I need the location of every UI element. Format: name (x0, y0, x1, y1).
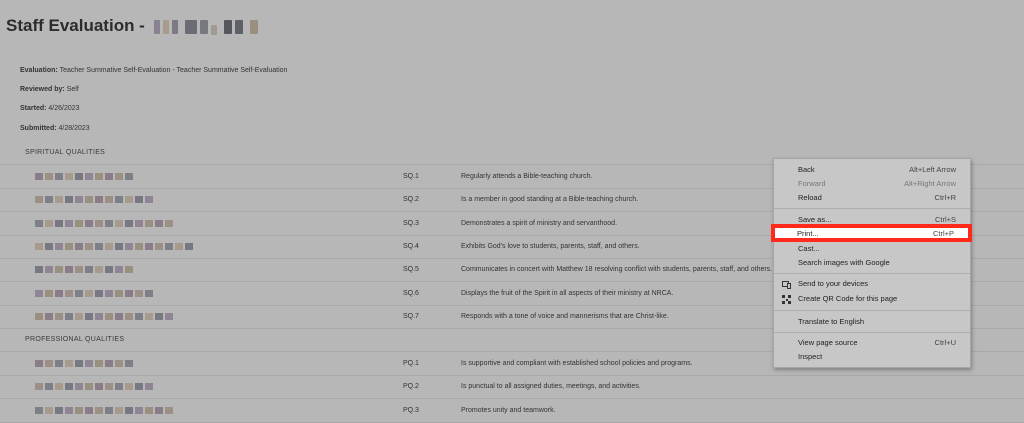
redacted-block (35, 173, 43, 180)
menu-separator (774, 310, 970, 311)
item-code: PQ.1 (403, 360, 419, 367)
menu-item-label: Save as... (798, 215, 832, 224)
redacted-block (45, 220, 53, 227)
item-code: SQ.7 (403, 312, 419, 320)
item-code: SQ.4 (403, 242, 419, 250)
redacted-block (125, 383, 133, 390)
item-code: PQ.3 (403, 406, 419, 414)
redacted-block (155, 243, 163, 250)
redacted-block (85, 360, 93, 367)
redacted-block (75, 173, 83, 180)
redacted-block (115, 266, 123, 273)
redacted-block (125, 313, 133, 320)
redacted-block (95, 360, 103, 367)
redacted-block (155, 220, 163, 227)
started-value: 4/26/2023 (48, 105, 80, 112)
item-code: SQ.3 (403, 219, 419, 227)
redacted-block (95, 383, 103, 390)
redacted-block (85, 290, 93, 297)
started-meta (20, 105, 80, 112)
redacted-block (85, 383, 93, 390)
menu-separator (774, 208, 970, 209)
redacted-block (75, 196, 83, 203)
started-label: Started: (20, 105, 47, 112)
menu-item-back[interactable] (774, 163, 970, 177)
redacted-block (135, 196, 143, 203)
menu-item-label: View page source (798, 338, 858, 347)
submitted-meta (20, 125, 90, 132)
item-description: Promotes unity and teamwork. (461, 406, 556, 414)
redacted-block (75, 220, 83, 227)
redacted-block (145, 290, 153, 297)
redacted-block (65, 360, 73, 367)
menu-item-label: Reload (798, 193, 822, 202)
redacted-block (45, 383, 53, 390)
redacted-block (135, 383, 143, 390)
redacted-block (45, 360, 53, 367)
menu-item-view-source[interactable] (774, 336, 970, 350)
item-description: Displays the fruit of the Spirit in all aspects of their ministry at NRCA. (461, 289, 674, 297)
redacted-block (35, 290, 43, 297)
redacted-block (75, 266, 83, 273)
redacted-block (55, 220, 63, 227)
menu-item-shortcut: Alt+Right Arrow (904, 179, 956, 188)
table-row (0, 399, 1024, 423)
submitted-label: Submitted: (20, 125, 57, 132)
redacted-name (154, 19, 258, 35)
redacted-block (65, 407, 73, 414)
item-code: SQ.5 (403, 266, 419, 274)
menu-item-label: Inspect (798, 352, 823, 361)
redacted-block (55, 383, 63, 390)
menu-item-shortcut: Ctrl+R (934, 193, 956, 202)
menu-item-label: Send to your devices (798, 279, 869, 288)
redacted-block (165, 313, 173, 320)
redacted-block (105, 220, 113, 227)
redacted-block (125, 173, 133, 180)
redacted-block (65, 290, 73, 297)
table-row (0, 375, 1024, 399)
item-description: Regularly attends a Bible-teaching church. (461, 173, 593, 180)
evaluation-meta (20, 67, 287, 74)
redacted-block (125, 196, 133, 203)
redacted-block (45, 266, 53, 273)
redacted-block (75, 407, 83, 414)
redacted-block (65, 196, 73, 203)
item-code: SQ.6 (403, 289, 419, 297)
redacted-block (75, 360, 83, 367)
redacted-block (155, 313, 163, 320)
redacted-block (55, 360, 63, 367)
redacted-block (105, 360, 113, 367)
redacted-block (175, 243, 183, 250)
redacted-block (45, 313, 53, 320)
menu-item-label: Create QR Code for this page (798, 294, 898, 303)
redacted-block (45, 173, 53, 180)
redacted-block (145, 220, 153, 227)
redacted-block (35, 220, 43, 227)
redacted-block (115, 196, 123, 203)
redacted-block (135, 407, 143, 414)
item-description: Is a member in good standing at a Bible-teaching church. (461, 196, 639, 204)
redacted-block (65, 220, 73, 227)
redacted-block (55, 196, 63, 203)
redacted-block (135, 313, 143, 320)
menu-item-reload[interactable] (774, 191, 970, 205)
menu-item-label: Cast... (798, 244, 820, 253)
menu-item-send-devices[interactable] (774, 277, 970, 291)
redacted-names (35, 196, 153, 203)
redacted-block (35, 313, 43, 320)
redacted-block (85, 220, 93, 227)
item-description: Responds with a tone of voice and mannerisms that are Christ-like. (461, 312, 669, 320)
redacted-block (145, 196, 153, 203)
redacted-block (35, 383, 43, 390)
redacted-block (115, 407, 123, 414)
redacted-names (35, 173, 133, 180)
redacted-block (185, 243, 193, 250)
redacted-block (145, 313, 153, 320)
redacted-block (115, 290, 123, 297)
redacted-block (125, 266, 133, 273)
redacted-block (85, 313, 93, 320)
redacted-names (35, 383, 153, 390)
redacted-block (85, 173, 93, 180)
redacted-block (115, 360, 123, 367)
redacted-block (35, 266, 43, 273)
page-title (6, 16, 258, 36)
redacted-block (55, 290, 63, 297)
menu-item-shortcut: Ctrl+S (934, 215, 956, 224)
redacted-names (35, 243, 193, 250)
redacted-names (35, 290, 153, 297)
redacted-block (55, 313, 63, 320)
page-title-text: Staff Evaluation - (6, 16, 145, 35)
item-code: SQ.2 (403, 196, 419, 204)
redacted-block (125, 290, 133, 297)
menu-item-shortcut: Alt+Left Arrow (909, 165, 956, 174)
redacted-block (75, 290, 83, 297)
item-code: SQ.1 (403, 173, 419, 180)
evaluation-label: Evaluation: (20, 67, 58, 74)
redacted-names (35, 313, 173, 320)
menu-separator (774, 332, 970, 333)
redacted-block (135, 290, 143, 297)
redacted-block (85, 407, 93, 414)
redacted-block (105, 266, 113, 273)
redacted-block (75, 313, 83, 320)
item-description: Is punctual to all assigned duties, meetings, and activities. (461, 383, 641, 391)
redacted-names (35, 266, 133, 273)
redacted-block (75, 383, 83, 390)
redacted-block (85, 266, 93, 273)
redacted-block (135, 243, 143, 250)
item-description: Is supportive and compliant with established school policies and programs. (461, 360, 693, 367)
menu-item-label: Print... (797, 229, 819, 238)
redacted-block (95, 407, 103, 414)
redacted-block (115, 220, 123, 227)
redacted-block (145, 243, 153, 250)
reviewed-label: Reviewed by: (20, 86, 65, 93)
redacted-block (125, 220, 133, 227)
redacted-block (125, 243, 133, 250)
redacted-block (95, 266, 103, 273)
reviewed-value: Self (66, 86, 79, 93)
redacted-names (35, 360, 133, 367)
redacted-block (105, 313, 113, 320)
menu-item-label: Back (798, 165, 815, 174)
redacted-block (95, 220, 103, 227)
menu-item-search-images[interactable] (774, 256, 970, 270)
menu-separator (774, 273, 970, 274)
redacted-block (105, 243, 113, 250)
evaluation-value: Teacher Summative Self-Evaluation - Teacher Summative Self-Evaluation (59, 67, 288, 74)
section-title: PROFESSIONAL QUALITIES (25, 336, 125, 343)
menu-item-translate[interactable] (774, 315, 970, 329)
redacted-block (35, 360, 43, 367)
redacted-block (145, 407, 153, 414)
redacted-block (55, 173, 63, 180)
redacted-block (55, 407, 63, 414)
menu-item-shortcut: Ctrl+P (932, 229, 954, 238)
redacted-block (65, 266, 73, 273)
redacted-block (45, 196, 53, 203)
redacted-block (115, 313, 123, 320)
redacted-block (115, 383, 123, 390)
redacted-block (105, 383, 113, 390)
redacted-block (105, 173, 113, 180)
context-menu (773, 158, 971, 368)
redacted-block (35, 196, 43, 203)
redacted-block (125, 407, 133, 414)
redacted-block (115, 243, 123, 250)
menu-item-label: Translate to English (798, 317, 865, 326)
redacted-block (165, 220, 173, 227)
redacted-block (55, 266, 63, 273)
redacted-block (45, 243, 53, 250)
redacted-block (95, 313, 103, 320)
redacted-block (165, 407, 173, 414)
qr-code-icon (782, 295, 790, 303)
menu-item-label: Search images with Google (798, 258, 890, 267)
redacted-block (35, 243, 43, 250)
item-code: PQ.2 (403, 383, 419, 391)
redacted-block (105, 407, 113, 414)
redacted-block (65, 383, 73, 390)
redacted-block (105, 290, 113, 297)
redacted-block (65, 243, 73, 250)
menu-item-cast[interactable] (774, 242, 970, 256)
redacted-block (45, 407, 53, 414)
redacted-block (35, 407, 43, 414)
redacted-block (135, 220, 143, 227)
redacted-block (95, 196, 103, 203)
menu-item-print[interactable] (771, 224, 972, 242)
redacted-names (35, 407, 173, 414)
menu-item-forward[interactable] (774, 177, 970, 191)
redacted-block (145, 383, 153, 390)
redacted-block (155, 407, 163, 414)
redacted-block (95, 173, 103, 180)
redacted-block (95, 243, 103, 250)
redacted-block (65, 173, 73, 180)
item-description: Demonstrates a spirit of ministry and servanthood. (461, 219, 618, 227)
redacted-block (125, 360, 133, 367)
redacted-block (45, 290, 53, 297)
menu-item-shortcut: Ctrl+U (934, 338, 956, 347)
devices-icon (782, 280, 790, 288)
redacted-block (55, 243, 63, 250)
menu-item-inspect[interactable] (774, 350, 970, 364)
item-description: Communicates in concert with Matthew 18 resolving conflict with students, parents, staff, and others. (461, 266, 773, 274)
redacted-block (115, 173, 123, 180)
redacted-block (95, 290, 103, 297)
redacted-names (35, 220, 173, 227)
reviewed-meta (20, 86, 79, 93)
redacted-block (85, 243, 93, 250)
section-title: SPIRITUAL QUALITIES (25, 149, 106, 156)
submitted-value: 4/28/2023 (58, 125, 90, 132)
redacted-block (105, 196, 113, 203)
redacted-block (85, 196, 93, 203)
redacted-block (75, 243, 83, 250)
menu-item-label: Forward (798, 179, 826, 188)
redacted-block (65, 313, 73, 320)
redacted-block (165, 243, 173, 250)
menu-item-qr-code[interactable] (774, 292, 970, 306)
item-description: Exhibits God's love to students, parents, staff, and others. (461, 242, 640, 250)
